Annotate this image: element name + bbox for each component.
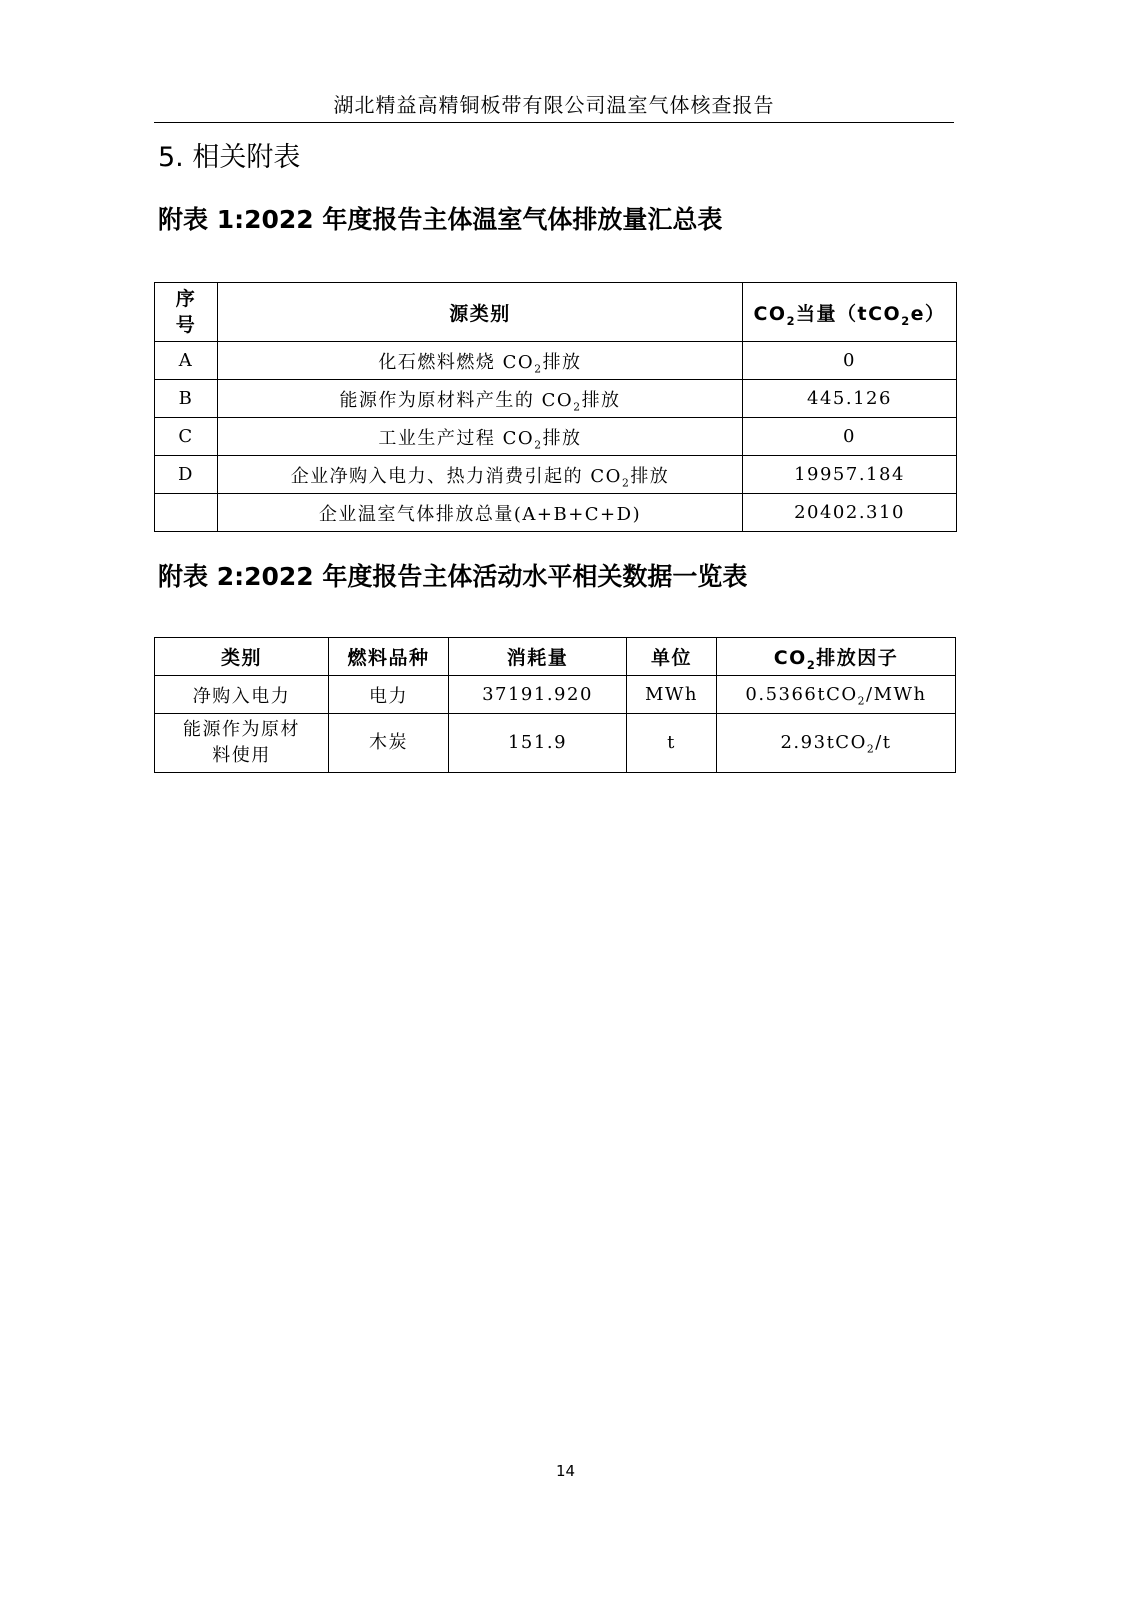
row-seq: B	[155, 380, 218, 418]
header-unit: 单位	[627, 638, 717, 676]
page-number: 14	[555, 1462, 576, 1480]
row-source: 化石燃料燃烧 $CO_2$排放	[218, 342, 743, 380]
row-value: 20402.310	[743, 494, 957, 532]
page-header: 湖北精益高精铜板带有限公司温室气体核查报告	[154, 88, 954, 123]
row-source: 工业生产过程 $CO_2$排放	[218, 418, 743, 456]
emissions-summary-table	[154, 282, 957, 532]
table-row	[155, 418, 957, 456]
section-title: 5. 相关附表	[158, 142, 301, 173]
header-category: 类别	[155, 638, 329, 676]
row-category: 能源作为原材料使用	[155, 714, 329, 773]
row-emission-factor: 0.5366tCO$_2$/MWh	[717, 676, 956, 714]
header-seq: 序号	[155, 283, 218, 342]
activity-data-table	[154, 637, 956, 773]
table-header-row	[155, 638, 956, 676]
row-value: 19957.184	[743, 456, 957, 494]
table-total-row	[155, 494, 957, 532]
row-consumption: 151.9	[449, 714, 627, 773]
row-seq: C	[155, 418, 218, 456]
table1-caption: 附表 1:2022 年度报告主体温室气体排放量汇总表	[158, 205, 723, 234]
table2-caption: 附表 2:2022 年度报告主体活动水平相关数据一览表	[158, 562, 748, 591]
header-source: 源类别	[218, 283, 743, 342]
row-fuel: 电力	[329, 676, 449, 714]
row-value: 0	[743, 418, 957, 456]
row-fuel: 木炭	[329, 714, 449, 773]
header-co2-equivalent: $CO_2$当量（tCO$_2$e）	[743, 283, 957, 342]
table-row	[155, 456, 957, 494]
row-source: 企业净购入电力、热力消费引起的 $CO_2$排放	[218, 456, 743, 494]
row-seq: D	[155, 456, 218, 494]
row-unit: t	[627, 714, 717, 773]
table-row	[155, 380, 957, 418]
table-row	[155, 714, 956, 773]
row-source: 能源作为原材料产生的 $CO_2$排放	[218, 380, 743, 418]
row-category: 净购入电力	[155, 676, 329, 714]
row-source: 企业温室气体排放总量(A+B+C+D)	[218, 494, 743, 532]
header-emission-factor: $CO_2$排放因子	[717, 638, 956, 676]
row-emission-factor: 2.93tCO$_2$/t	[717, 714, 956, 773]
row-seq	[155, 494, 218, 532]
row-value: 445.126	[743, 380, 957, 418]
table-row	[155, 342, 957, 380]
table-header-row	[155, 283, 957, 342]
table-row	[155, 676, 956, 714]
header-fuel: 燃料品种	[329, 638, 449, 676]
row-seq: A	[155, 342, 218, 380]
row-value: 0	[743, 342, 957, 380]
header-consumption: 消耗量	[449, 638, 627, 676]
row-unit: MWh	[627, 676, 717, 714]
row-consumption: 37191.920	[449, 676, 627, 714]
